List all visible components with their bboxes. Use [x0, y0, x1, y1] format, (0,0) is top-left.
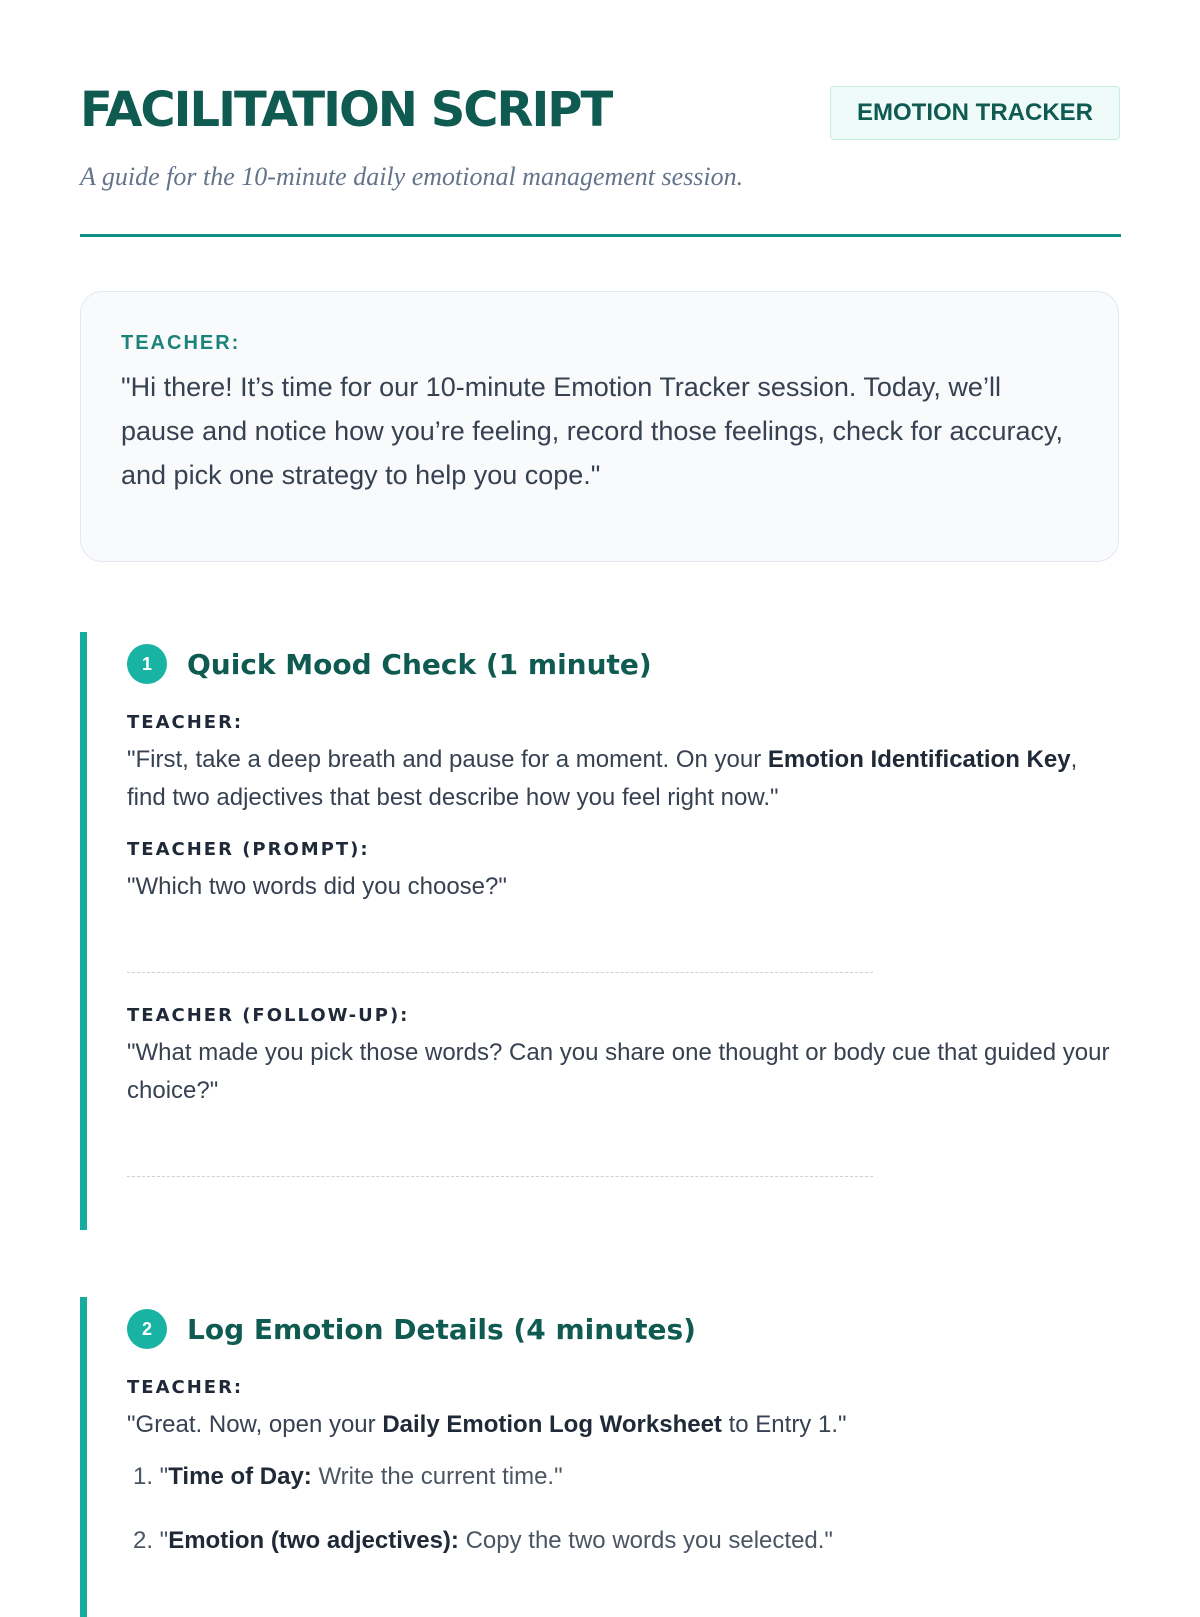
- step-2-heading: [127, 1309, 1120, 1349]
- text-segment: , find two adjectives that best describe how you feel right now.": [127, 746, 1078, 811]
- intro-card: [80, 291, 1119, 562]
- step-1-followup-text: "What made you pick those words? Can you share one thought or body cue that guided your choice?": [127, 1039, 1110, 1104]
- header-divider: [80, 234, 1121, 237]
- step-2-title: Log Emotion Details (4 minutes): [187, 1312, 696, 1346]
- step-1-title: Quick Mood Check (1 minute): [187, 647, 652, 681]
- answer-line: [127, 1176, 873, 1177]
- worksheet-reference: Daily Emotion Log Worksheet: [382, 1411, 722, 1438]
- field-instruction: Copy the two words you selected.": [458, 1527, 833, 1554]
- intro-teacher-text: "Hi there! It’s time for our 10-minute Emotion Tracker session. Today, we’ll pause and notice how you’re feeling, record those feelings, check for accuracy, and pick one strategy to help you cope.": [121, 372, 1064, 490]
- step-2-number-badge: 2: [127, 1309, 167, 1349]
- list-number: 1. ": [133, 1463, 169, 1490]
- text-segment: "First, take a deep breath and pause for a moment. On your: [127, 746, 768, 773]
- step-1-prompt-label: TEACHER (PROMPT):: [127, 839, 370, 860]
- answer-line: [127, 972, 873, 973]
- step-1-prompt-text: "Which two words did you choose?": [127, 873, 507, 900]
- header: [80, 78, 1120, 192]
- field-name: Time of Day:: [168, 1463, 312, 1490]
- list-item: [127, 1522, 1120, 1560]
- step-1-teacher-text: [127, 741, 1120, 817]
- list-item: [127, 1458, 1120, 1496]
- intro-teacher-label: TEACHER:: [121, 332, 241, 354]
- step-1-teacher-label: TEACHER:: [127, 712, 244, 733]
- step-1-followup-label: TEACHER (FOLLOW-UP):: [127, 1005, 410, 1026]
- log-instructions-list: [127, 1458, 1120, 1560]
- page-title: FACILITATION SCRIPT: [80, 82, 612, 138]
- emotion-tracker-badge: EMOTION TRACKER: [830, 86, 1120, 140]
- step-2-section: [80, 1297, 1120, 1617]
- text-segment: "Great. Now, open your: [127, 1411, 383, 1438]
- emotion-key-reference: Emotion Identification Key: [767, 746, 1071, 773]
- step-1-heading: [127, 644, 1120, 684]
- page-subtitle: A guide for the 10-minute daily emotional management session.: [80, 162, 744, 191]
- step-2-teacher-text: [127, 1406, 1120, 1444]
- field-instruction: Write the current time.": [311, 1463, 563, 1490]
- text-segment: to Entry 1.": [721, 1411, 847, 1438]
- step-2-teacher-label: TEACHER:: [127, 1377, 244, 1398]
- field-name: Emotion (two adjectives):: [168, 1527, 459, 1554]
- step-1-number-badge: 1: [127, 644, 167, 684]
- step-1-section: [80, 632, 1120, 1230]
- list-number: 2. ": [133, 1527, 169, 1554]
